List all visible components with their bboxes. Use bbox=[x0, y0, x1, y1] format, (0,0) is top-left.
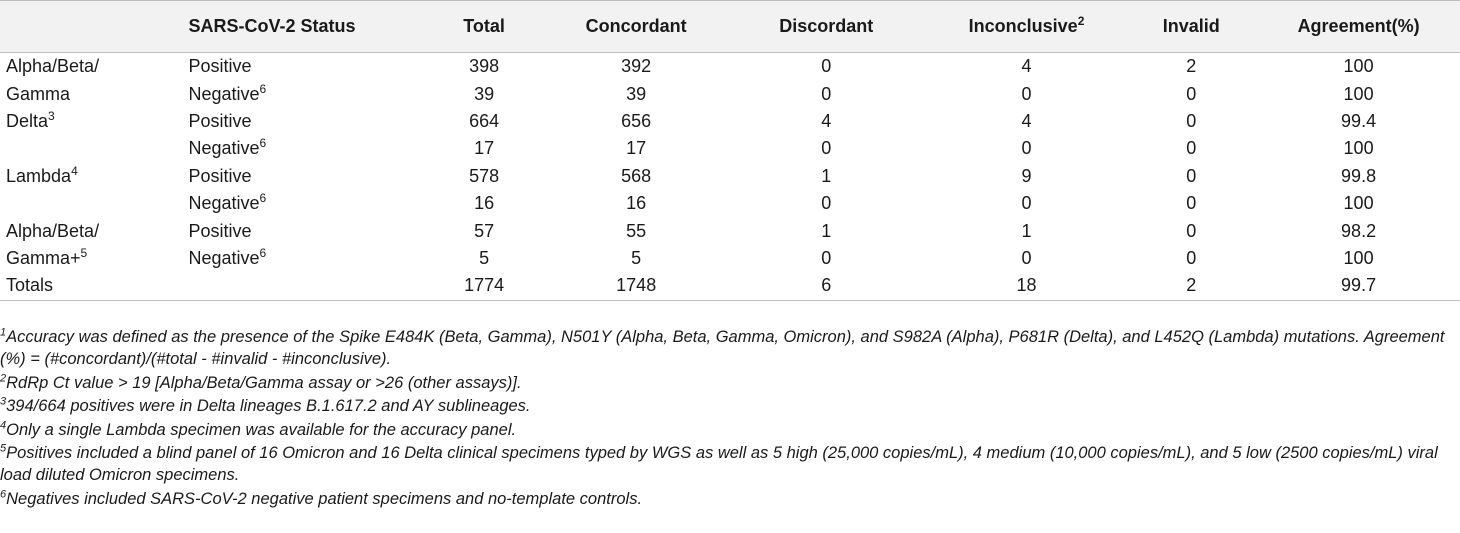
header-variant bbox=[0, 1, 182, 53]
cell-inconclusive: 0 bbox=[1021, 83, 1032, 104]
footnotes bbox=[0, 326, 1456, 511]
cell-invalid: 0 bbox=[1186, 165, 1197, 186]
header-total: Total bbox=[421, 1, 548, 53]
cell-inconclusive: 0 bbox=[1021, 138, 1032, 159]
cell-status: Positive bbox=[188, 220, 252, 241]
cell-invalid: 2 bbox=[1125, 272, 1257, 300]
cell-agreement: 99.4 bbox=[1341, 110, 1377, 131]
cell-concordant: 55 bbox=[626, 220, 647, 241]
cell-concordant: 1748 bbox=[547, 272, 724, 300]
cell-concordant: 392 bbox=[621, 56, 652, 77]
cell-agreement: 100 bbox=[1343, 83, 1374, 104]
cell-variant: Totals bbox=[0, 272, 182, 300]
cell-total: 39 bbox=[474, 83, 495, 104]
cell-invalid: 2 bbox=[1186, 56, 1197, 77]
cell-discordant: 0 bbox=[821, 193, 832, 214]
table-row bbox=[0, 135, 1460, 162]
cell-variant: Gamma bbox=[6, 83, 71, 104]
table-row bbox=[0, 53, 1460, 81]
cell-status: Positive bbox=[188, 110, 252, 131]
cell-total: 398 bbox=[469, 56, 500, 77]
cell-invalid: 0 bbox=[1186, 193, 1197, 214]
cell-status: Positive bbox=[188, 165, 252, 186]
cell-concordant: 16 bbox=[626, 193, 647, 214]
cell-discordant: 0 bbox=[821, 56, 832, 77]
table-row bbox=[0, 80, 1460, 107]
cell-variant bbox=[0, 190, 182, 217]
cell-concordant: 17 bbox=[626, 138, 647, 159]
cell-total: 578 bbox=[469, 165, 500, 186]
cell-total: 664 bbox=[469, 110, 500, 131]
cell-total: 1774 bbox=[421, 272, 548, 300]
header-discordant: Discordant bbox=[725, 1, 928, 53]
cell-variant: Alpha/Beta/ bbox=[6, 220, 100, 241]
cell-invalid: 0 bbox=[1186, 138, 1197, 159]
footnote: $^5$Positives included a blind panel of 16 Omicron and 16 Delta clinical specimens typed by WGS as well as 5 high (25,000 copies/mL), 4 medium (10,000 copies/mL), and 5 low (2500 copies/mL) viral load diluted Omicron specimens. bbox=[0, 442, 1438, 485]
cell-total: 5 bbox=[479, 247, 490, 268]
cell-concordant: 568 bbox=[621, 165, 652, 186]
cell-discordant: 0 bbox=[821, 138, 832, 159]
cell-invalid: 0 bbox=[1186, 247, 1197, 268]
table-row bbox=[0, 272, 1460, 300]
cell-agreement: 98.2 bbox=[1341, 220, 1377, 241]
footnote: $^3$394/664 positives were in Delta lineages B.1.617.2 and AY sublineages. bbox=[0, 395, 531, 416]
cell-agreement: 100 bbox=[1343, 138, 1374, 159]
cell-inconclusive: 1 bbox=[1021, 220, 1032, 241]
header-inconclusive: Inconclusive$^2$ bbox=[928, 1, 1126, 53]
table-header-row bbox=[0, 1, 1460, 53]
cell-agreement: 100 bbox=[1343, 56, 1374, 77]
cell-concordant: 39 bbox=[626, 83, 647, 104]
cell-invalid: 0 bbox=[1186, 83, 1197, 104]
cell-variant: Gamma+$^5$ bbox=[6, 245, 88, 268]
cell-agreement: 99.8 bbox=[1341, 165, 1377, 186]
cell-status: Negative$^6$ bbox=[188, 191, 267, 214]
cell-status: Negative$^6$ bbox=[188, 81, 267, 104]
cell-discordant: 0 bbox=[821, 247, 832, 268]
header-invalid: Invalid bbox=[1125, 1, 1257, 53]
cell-status bbox=[182, 272, 420, 300]
cell-total: 57 bbox=[474, 220, 495, 241]
header-concordant: Concordant bbox=[547, 1, 724, 53]
table-row bbox=[0, 190, 1460, 217]
table-row bbox=[0, 108, 1460, 135]
cell-invalid: 0 bbox=[1186, 220, 1197, 241]
header-agreement: Agreement(%) bbox=[1257, 1, 1460, 53]
footnote: $^1$Accuracy was defined as the presence of the Spike E484K (Beta, Gamma), N501Y (Alpha, Beta, Gamma, Omicron), and S982A (Alpha), P681R (Delta), and L452Q (Lambda) mutations. Agreement (%) = (#concordant)/(#total - #invalid - #inconclusive). bbox=[0, 326, 1445, 369]
table-row bbox=[0, 163, 1460, 190]
cell-agreement: 99.7 bbox=[1257, 272, 1460, 300]
cell-discordant: 1 bbox=[821, 165, 832, 186]
cell-discordant: 4 bbox=[821, 110, 832, 131]
cell-inconclusive: 4 bbox=[1021, 56, 1032, 77]
cell-discordant: 1 bbox=[821, 220, 832, 241]
cell-inconclusive: 0 bbox=[1021, 193, 1032, 214]
cell-agreement: 100 bbox=[1343, 193, 1374, 214]
cell-variant: Alpha/Beta/ bbox=[6, 56, 100, 77]
footnote: $^6$Negatives included SARS-CoV-2 negative patient specimens and no-template controls. bbox=[0, 488, 643, 508]
cell-inconclusive: 9 bbox=[1021, 165, 1032, 186]
cell-inconclusive: 18 bbox=[928, 272, 1126, 300]
table-row bbox=[0, 245, 1460, 272]
footnote: $^2$RdRp Ct value > 19 [Alpha/Beta/Gamma assay or >26 (other assays)]. bbox=[0, 372, 522, 392]
cell-variant: Lambda$^4$ bbox=[6, 163, 78, 186]
cell-status: Positive bbox=[188, 56, 252, 77]
cell-invalid: 0 bbox=[1186, 110, 1197, 131]
cell-concordant: 5 bbox=[631, 247, 642, 268]
cell-total: 16 bbox=[474, 193, 495, 214]
table-body bbox=[0, 53, 1460, 301]
cell-total: 17 bbox=[474, 138, 495, 159]
cell-status: Negative$^6$ bbox=[188, 245, 267, 268]
cell-agreement: 100 bbox=[1343, 247, 1374, 268]
cell-inconclusive: 4 bbox=[1021, 110, 1032, 131]
table-row bbox=[0, 217, 1460, 244]
cell-variant bbox=[0, 135, 182, 162]
cell-inconclusive: 0 bbox=[1021, 247, 1032, 268]
cell-discordant: 0 bbox=[821, 83, 832, 104]
cell-concordant: 656 bbox=[621, 110, 652, 131]
cell-status: Negative$^6$ bbox=[188, 136, 267, 159]
cell-variant: Delta$^3$ bbox=[6, 108, 55, 131]
cell-discordant: 6 bbox=[725, 272, 928, 300]
header-status: SARS-CoV-2 Status bbox=[182, 1, 420, 53]
footnote: $^4$Only a single Lambda specimen was available for the accuracy panel. bbox=[0, 419, 517, 439]
